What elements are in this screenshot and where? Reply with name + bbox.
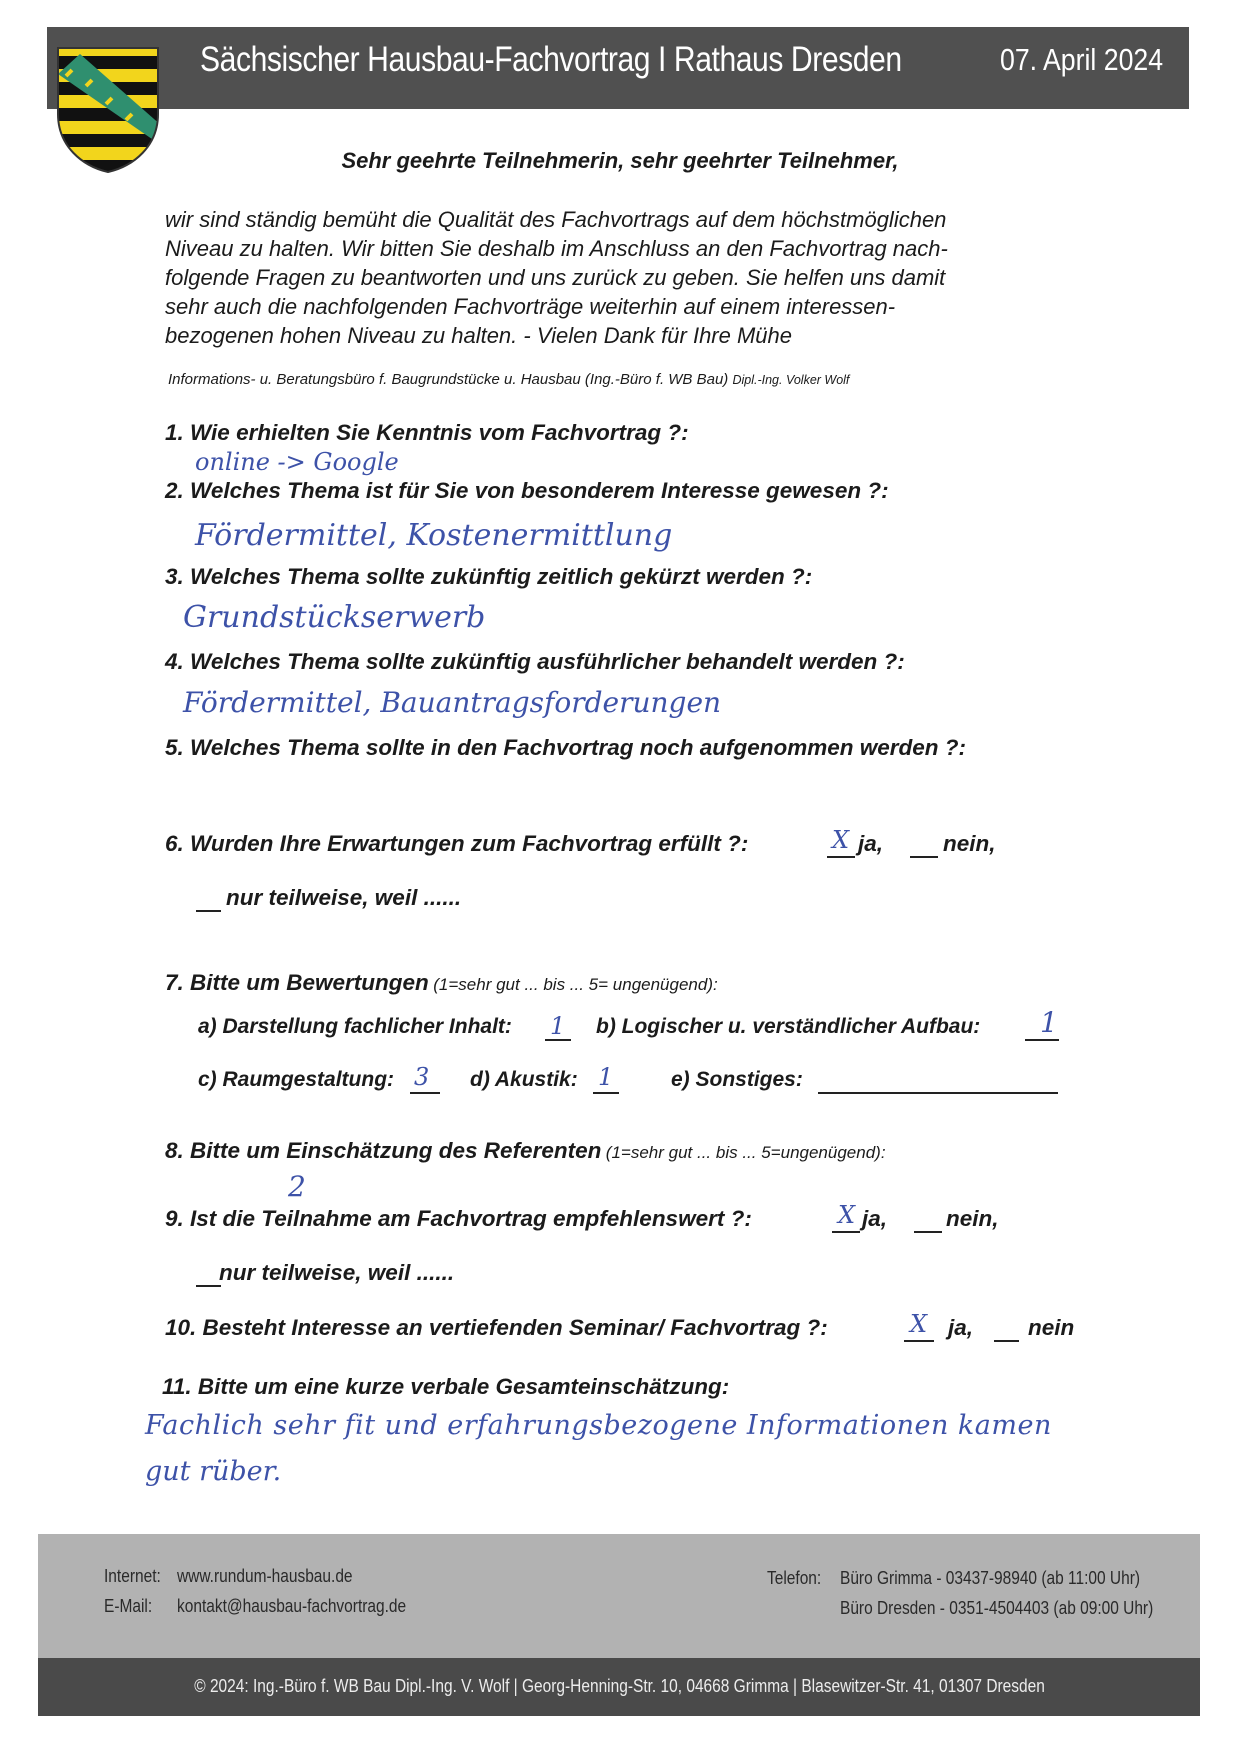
q9-teil-label: nur teilweise, weil ......	[219, 1260, 455, 1285]
q9-nein-blank[interactable]	[914, 1231, 942, 1233]
q10-nein-blank[interactable]	[994, 1340, 1019, 1342]
rating-7b-label: b) Logischer u. verständlicher Aufbau:	[596, 1015, 981, 1038]
rating-7e-label: e) Sonstiges:	[671, 1068, 803, 1091]
intro-line: folgende Fragen zu beantworten und uns zurück zu geben. Sie helfen uns damit	[165, 265, 946, 290]
q6-ja-blank[interactable]	[827, 856, 855, 858]
question-7-scale: (1=sehr gut ... bis ... 5= ungenügend):	[433, 975, 718, 994]
q10-nein-label: nein	[1028, 1315, 1075, 1340]
rating-7e-field[interactable]	[818, 1092, 1058, 1094]
question-5: 5. Welches Thema sollte in den Fachvortrag noch aufgenommen werden ?:	[165, 735, 966, 760]
question-8-text: 8. Bitte um Einschätzung des Referenten	[165, 1138, 602, 1163]
answer-4[interactable]: Fördermittel, Bauantragsforderungen	[183, 686, 722, 719]
q6-nein-label: nein,	[943, 831, 996, 856]
answer-3[interactable]: Grundstückserwerb	[183, 600, 486, 635]
answer-11-line-1[interactable]: Fachlich sehr fit und erfahrungsbezogene Informationen kamen	[145, 1410, 1052, 1441]
rating-7c-blank[interactable]	[410, 1092, 440, 1094]
q9-ja-label: ja,	[862, 1206, 888, 1231]
rating-7c-label: c) Raumgestaltung:	[198, 1068, 395, 1091]
rating-7c-value[interactable]: 3	[414, 1063, 430, 1091]
question-10: 10. Besteht Interesse an vertiefenden Seminar/ Fachvortrag ?:	[165, 1315, 828, 1340]
intro-line: sehr auch die nachfolgenden Fachvorträge weiterhin auf einem interessen-	[165, 294, 896, 319]
q10-ja-label: ja,	[948, 1315, 974, 1340]
question-8-scale: (1=sehr gut ... bis ... 5=ungenügend):	[605, 1143, 886, 1162]
answer-2[interactable]: Fördermittel, Kostenermittlung	[195, 518, 673, 553]
email-link[interactable]: kontakt@hausbau-fachvortrag.de	[177, 1596, 407, 1616]
phone-grimma: Büro Grimma - 03437-98940 (ab 11:00 Uhr)	[840, 1568, 1141, 1588]
rating-7d-label: d) Akustik:	[470, 1068, 578, 1091]
question-4: 4. Welches Thema sollte zukünftig ausführlicher behandelt werden ?:	[165, 649, 905, 674]
rating-7b-blank[interactable]	[1025, 1039, 1059, 1041]
q6-ja-mark[interactable]: X	[832, 826, 850, 854]
question-11: 11. Bitte um eine kurze verbale Gesamteinschätzung:	[162, 1374, 730, 1399]
question-8	[165, 1138, 886, 1164]
rating-7d-blank[interactable]	[593, 1092, 619, 1094]
intro-line: Niveau zu halten. Wir bitten Sie deshalb im Anschluss an den Fachvortrag nach-	[165, 236, 948, 261]
q10-ja-blank[interactable]	[904, 1340, 934, 1342]
phone-dresden: Büro Dresden - 0351-4504403 (ab 09:00 Uhr)	[840, 1598, 1154, 1618]
q10-ja-mark[interactable]: X	[910, 1310, 928, 1338]
q6-teil-label: nur teilweise, weil ......	[226, 885, 462, 910]
copyright	[0, 1676, 1240, 1697]
answer-11-line-2[interactable]: gut rüber.	[145, 1456, 282, 1487]
question-1: 1. Wie erhielten Sie Kenntnis vom Fachvortrag ?:	[165, 420, 689, 445]
internet-link[interactable]: www.rundum-hausbau.de	[177, 1566, 353, 1586]
email-label: E-Mail:	[104, 1596, 153, 1616]
q6-ja-label: ja,	[858, 831, 884, 856]
q9-ja-blank[interactable]	[832, 1231, 860, 1233]
rating-7a-label: a) Darstellung fachlicher Inhalt:	[198, 1015, 512, 1038]
intro-line: wir sind ständig bemüht die Qualität des Fachvortrags auf dem höchstmöglichen	[165, 207, 947, 232]
office-line	[168, 371, 849, 388]
question-9: 9. Ist die Teilnahme am Fachvortrag empfehlenswert ?:	[165, 1206, 752, 1231]
office-name: Informations- u. Beratungsbüro f. Baugrundstücke u. Hausbau (Ing.-Büro f. WB Bau)	[168, 371, 729, 388]
intro-text	[165, 205, 1065, 350]
copyright-text: © 2024: Ing.-Büro f. WB Bau Dipl.-Ing. V. Wolf | Georg-Henning-Str. 10, 04668 Grimma | Blasewitzer-Str. 41, 01307 Dresden	[194, 1676, 1046, 1696]
intro-line: bezogenen hohen Niveau zu halten. - Vielen Dank für Ihre Mühe	[165, 323, 793, 348]
rating-7d-value[interactable]: 1	[598, 1063, 614, 1091]
internet-label: Internet:	[104, 1566, 161, 1586]
rating-8-value[interactable]: 2	[288, 1170, 306, 1203]
phone-label: Telefon:	[767, 1568, 822, 1588]
office-person: Dipl.-Ing. Volker Wolf	[732, 373, 850, 387]
question-2: 2. Welches Thema ist für Sie von besonderem Interesse gewesen ?:	[165, 478, 889, 503]
rating-7b-value[interactable]: 1	[1040, 1006, 1058, 1039]
q6-nein-blank[interactable]	[910, 856, 938, 858]
greeting: Sehr geehrte Teilnehmerin, sehr geehrter Teilnehmer,	[341, 148, 899, 173]
question-6: 6. Wurden Ihre Erwartungen zum Fachvortrag erfüllt ?:	[165, 831, 749, 856]
answer-1[interactable]: online -> Google	[195, 448, 399, 476]
question-3: 3. Welches Thema sollte zukünftig zeitlich gekürzt werden ?:	[165, 564, 813, 589]
q9-nein-label: nein,	[946, 1206, 999, 1231]
question-7	[165, 970, 718, 996]
rating-7a-value[interactable]: 1	[550, 1012, 566, 1040]
question-7-text: 7. Bitte um Bewertungen	[165, 970, 429, 995]
q9-ja-mark[interactable]: X	[838, 1201, 856, 1229]
q6-teil-blank[interactable]	[196, 910, 221, 912]
header-date: 07. April 2024	[1000, 42, 1164, 77]
q9-teil-blank[interactable]	[196, 1285, 221, 1287]
header-title: Sächsischer Hausbau-Fachvortrag I Rathaus Dresden	[200, 40, 902, 79]
